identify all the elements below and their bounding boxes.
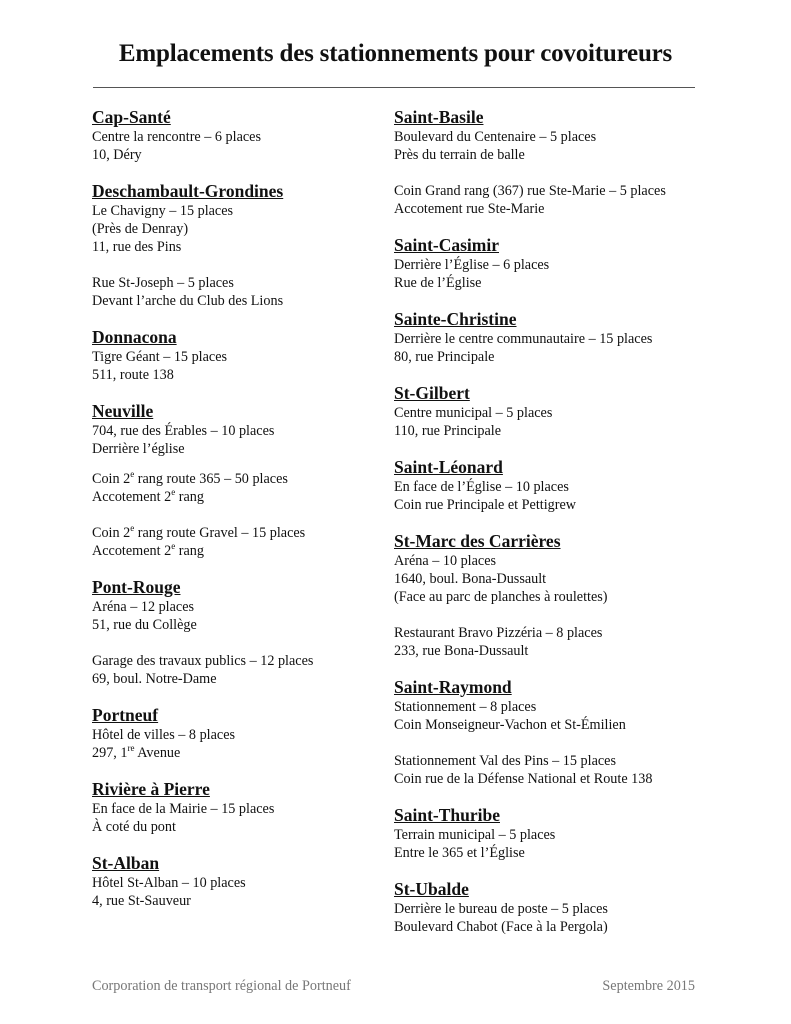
right-column: [394, 106, 734, 936]
entry-line: Coin 2e rang route 365 – 50 places: [92, 469, 288, 487]
entry-line: Coin 2e rang route Gravel – 15 places: [92, 523, 306, 541]
parking-entry: [394, 404, 734, 440]
parking-entry: [92, 470, 382, 506]
section-saint-thuribe: [394, 804, 734, 862]
section-heading: Saint-Thuribe: [394, 805, 500, 825]
entry-line: Derrière le bureau de poste – 5 places: [394, 901, 608, 917]
left-column: [92, 106, 382, 910]
entry-line: Accotement 2e rang: [92, 541, 204, 559]
parking-entry: [92, 348, 382, 384]
parking-entry: [394, 900, 734, 936]
entry-line: Aréna – 10 places: [394, 553, 497, 569]
entry-line: Devant l’arche du Club des Lions: [92, 293, 284, 309]
section-heading: Rivière à Pierre: [92, 779, 210, 799]
parking-entry: [394, 478, 734, 514]
parking-entry: [394, 752, 734, 788]
entry-line: 233, rue Bona-Dussault: [394, 643, 529, 659]
section-sainte-christine: [394, 308, 734, 366]
entry-line: Rue de l’Église: [394, 275, 482, 291]
section-st-marc-des-carrieres: [394, 530, 734, 660]
entry-line: Centre la rencontre – 6 places: [92, 129, 261, 145]
section-portneuf: [92, 704, 382, 762]
entry-line: Accotement rue Ste-Marie: [394, 201, 545, 217]
parking-entry: [92, 726, 382, 762]
parking-entry: [394, 128, 734, 164]
section-heading: Saint-Basile: [394, 107, 484, 127]
entry-line: Coin rue Principale et Pettigrew: [394, 497, 577, 513]
section-heading: Pont-Rouge: [92, 577, 181, 597]
entry-line: 297, 1re Avenue: [92, 743, 181, 761]
parking-entry: [92, 274, 382, 310]
entry-line: 10, Déry: [92, 147, 142, 163]
parking-entry: [394, 256, 734, 292]
entry-line: Accotement 2e rang: [92, 487, 204, 505]
entry-line: 11, rue des Pins: [92, 239, 182, 255]
section-st-ubalde: [394, 878, 734, 936]
entry-line: 4, rue St-Sauveur: [92, 893, 191, 909]
footer-organization: Corporation de transport régional de Portneuf: [92, 978, 351, 994]
entry-line: (Près de Denray): [92, 221, 189, 237]
entry-line: 704, rue des Érables – 10 places: [92, 423, 275, 439]
parking-entry: [92, 874, 382, 910]
entry-line: 1640, boul. Bona-Dussault: [394, 571, 547, 587]
title-divider: [93, 87, 695, 88]
section-heading: Deschambault-Grondines: [92, 181, 284, 201]
section-neuville: [92, 400, 382, 560]
parking-entry: [394, 182, 734, 218]
section-heading: Portneuf: [92, 705, 159, 725]
entry-line: Hôtel St-Alban – 10 places: [92, 875, 246, 891]
section-saint-casimir: [394, 234, 734, 292]
parking-entry: [92, 128, 382, 164]
section-donnacona: [92, 326, 382, 384]
entry-line: À coté du pont: [92, 819, 176, 835]
section-heading: Neuville: [92, 401, 154, 421]
parking-entry: [92, 800, 382, 836]
entry-line: En face de l’Église – 10 places: [394, 479, 569, 495]
entry-line: Rue St-Joseph – 5 places: [92, 275, 234, 291]
parking-entry: [394, 624, 734, 660]
entry-line: 110, rue Principale: [394, 423, 502, 439]
parking-entry: [394, 330, 734, 366]
parking-entry: [92, 422, 382, 458]
section-heading: St-Ubalde: [394, 879, 469, 899]
entry-line: En face de la Mairie – 15 places: [92, 801, 275, 817]
section-heading: St-Gilbert: [394, 383, 470, 403]
entry-line: 51, rue du Collège: [92, 617, 197, 633]
section-cap-sante: [92, 106, 382, 164]
parking-entry: [394, 698, 734, 734]
section-heading: St-Marc des Carrières: [394, 531, 561, 551]
entry-line: Aréna – 12 places: [92, 599, 195, 615]
entry-line: Près du terrain de balle: [394, 147, 525, 163]
section-riviere-a-pierre: [92, 778, 382, 836]
parking-entry: [394, 552, 734, 606]
entry-line: Boulevard du Centenaire – 5 places: [394, 129, 597, 145]
entry-line: Derrière l’église: [92, 441, 185, 457]
section-saint-basile: [394, 106, 734, 218]
parking-entry: [92, 652, 382, 688]
entry-line: Terrain municipal – 5 places: [394, 827, 556, 843]
entry-line: Coin rue de la Défense National et Route 138: [394, 771, 653, 787]
section-heading: St-Alban: [92, 853, 160, 873]
entry-line: Derrière l’Église – 6 places: [394, 257, 550, 273]
section-saint-leonard: [394, 456, 734, 514]
section-heading: Saint-Casimir: [394, 235, 499, 255]
section-heading: Saint-Léonard: [394, 457, 503, 477]
entry-line: (Face au parc de planches à roulettes): [394, 589, 608, 605]
entry-line: Coin Monseigneur-Vachon et St-Émilien: [394, 717, 626, 733]
parking-entry: [394, 826, 734, 862]
section-heading: Saint-Raymond: [394, 677, 512, 697]
entry-line: 80, rue Principale: [394, 349, 495, 365]
section-heading: Donnacona: [92, 327, 177, 347]
footer-date: Septembre 2015: [602, 978, 695, 994]
entry-line: 511, route 138: [92, 367, 174, 383]
section-deschambault-grondines: [92, 180, 382, 310]
entry-line: Restaurant Bravo Pizzéria – 8 places: [394, 625, 603, 641]
entry-line: Hôtel de villes – 8 places: [92, 727, 236, 743]
entry-line: Derrière le centre communautaire – 15 places: [394, 331, 653, 347]
section-saint-raymond: [394, 676, 734, 788]
section-heading: Cap-Santé: [92, 107, 171, 127]
parking-entry: [92, 524, 382, 560]
entry-line: Garage des travaux publics – 12 places: [92, 653, 314, 669]
entry-line: Boulevard Chabot (Face à la Pergola): [394, 919, 608, 935]
section-st-alban: [92, 852, 382, 910]
entry-line: Stationnement Val des Pins – 15 places: [394, 753, 616, 769]
entry-line: 69, boul. Notre-Dame: [92, 671, 217, 687]
section-st-gilbert: [394, 382, 734, 440]
parking-entry: [92, 202, 382, 256]
entry-line: Entre le 365 et l’Église: [394, 845, 525, 861]
entry-line: Centre municipal – 5 places: [394, 405, 553, 421]
parking-entry: [92, 598, 382, 634]
entry-line: Le Chavigny – 15 places: [92, 203, 234, 219]
section-heading: Sainte-Christine: [394, 309, 517, 329]
entry-line: Coin Grand rang (367) rue Ste-Marie – 5 places: [394, 183, 666, 199]
section-pont-rouge: [92, 576, 382, 688]
entry-line: Stationnement – 8 places: [394, 699, 537, 715]
page-title: Emplacements des stationnements pour covoitureurs: [118, 40, 673, 67]
entry-line: Tigre Géant – 15 places: [92, 349, 228, 365]
